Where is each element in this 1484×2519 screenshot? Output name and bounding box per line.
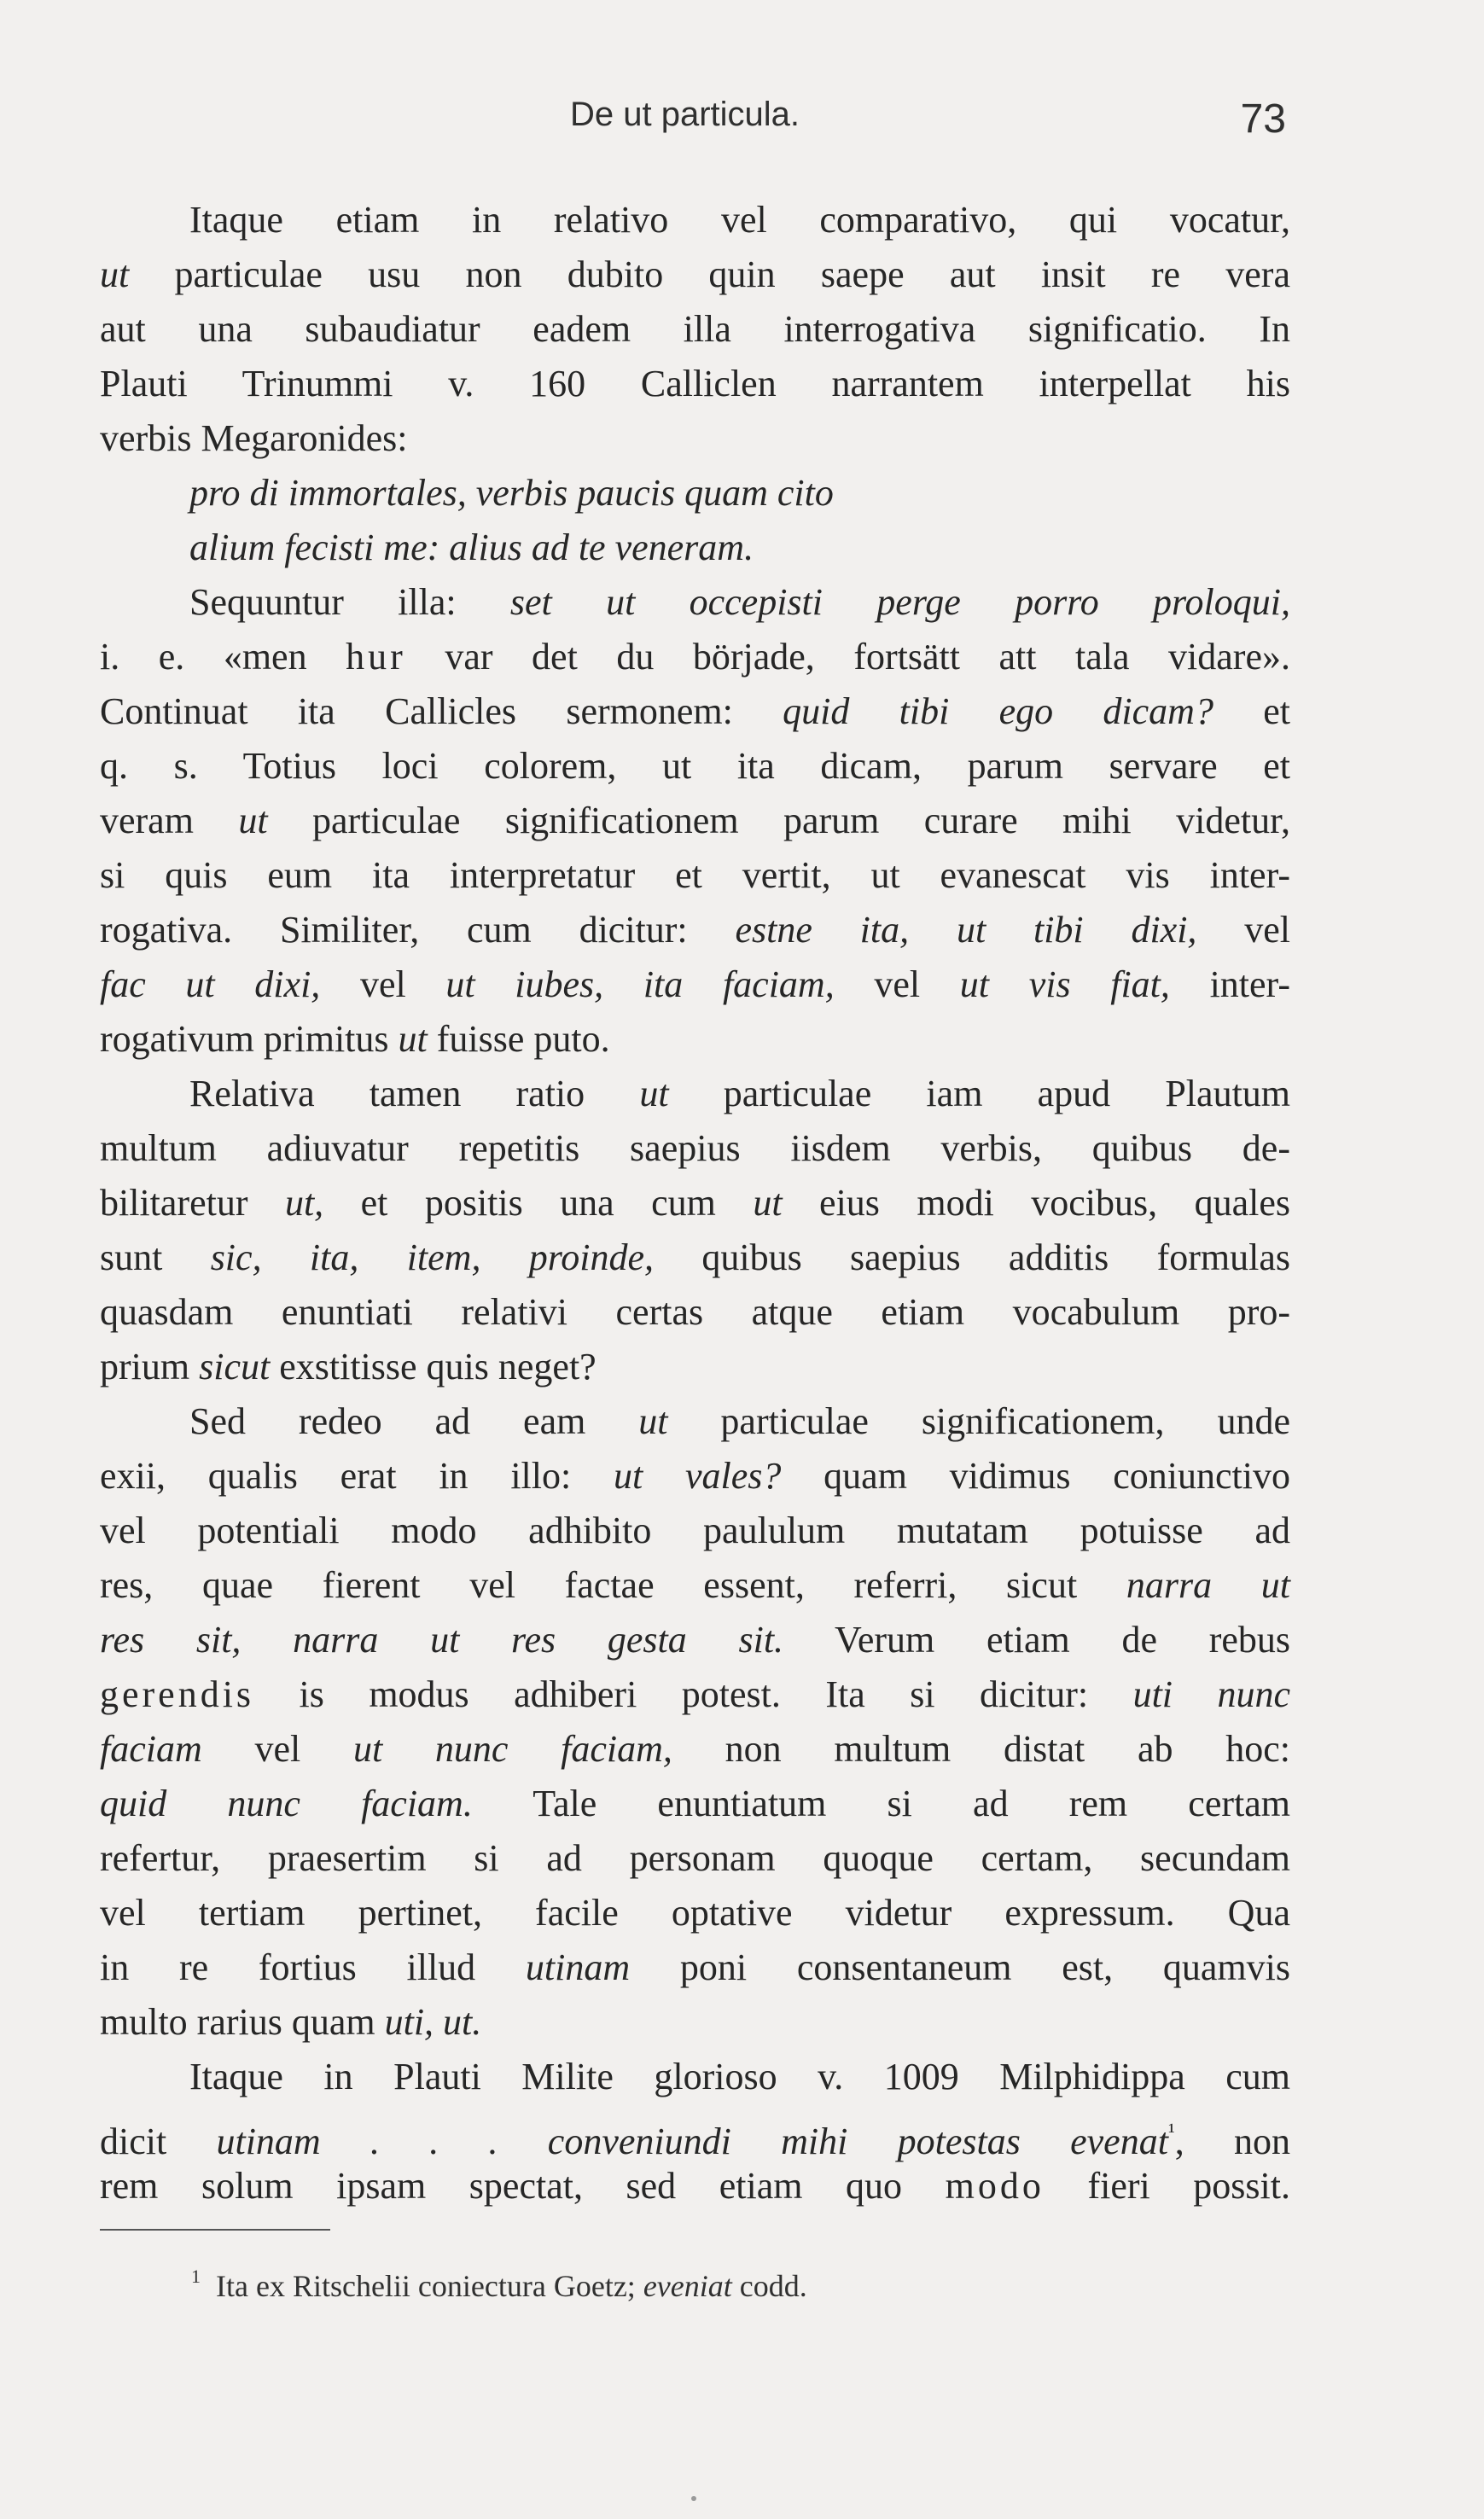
text-line xyxy=(100,247,1290,302)
text-line xyxy=(100,739,1290,794)
text-segment: fuisse puto. xyxy=(427,1018,610,1060)
text-segment: particulae iam apud Plautum xyxy=(668,1073,1291,1114)
text-line xyxy=(100,466,1290,521)
text-line xyxy=(100,411,1290,466)
text-segment: sicut xyxy=(199,1346,271,1387)
text-segment: in re fortius illud xyxy=(100,1946,526,1988)
text-line xyxy=(100,1777,1290,1831)
text-line xyxy=(100,1121,1290,1176)
text-segment: ut xyxy=(639,1073,669,1114)
text-segment: hur xyxy=(346,636,406,678)
text-segment: fieri possit. xyxy=(1044,2165,1290,2207)
text-line xyxy=(100,848,1290,903)
text-segment: res sit, narra ut res gesta sit. xyxy=(100,1619,784,1661)
text-segment: eius modi vocibus, quales xyxy=(782,1182,1290,1224)
text-line xyxy=(100,1613,1290,1667)
text-segment: vel potentiali modo adhibito paululum mutatam potuisse ad xyxy=(100,1510,1290,1551)
text-segment: refertur, praesertim si ad personam quoque certam, secundam xyxy=(100,1837,1290,1879)
footnote-marker: 1 xyxy=(191,2266,201,2287)
footnote-rule xyxy=(100,2229,330,2231)
text-segment: exii, qualis erat in illo: xyxy=(100,1455,614,1497)
text-segment: alium fecisti me: alius ad te veneram. xyxy=(189,526,754,568)
text-line xyxy=(100,2104,1291,2162)
text-segment: ut iubes, ita faciam, xyxy=(445,963,835,1005)
text-segment: Sed redeo ad eam xyxy=(189,1400,639,1442)
page-number: 73 xyxy=(1240,96,1286,142)
text-segment: ut vales? xyxy=(613,1455,782,1497)
text-segment: res, quae fierent vel factae essent, referri, sicut xyxy=(100,1564,1126,1606)
text-segment: fac ut dixi, xyxy=(100,963,321,1005)
text-line xyxy=(100,903,1290,957)
text-segment: veram xyxy=(100,800,239,841)
text-line xyxy=(100,302,1290,357)
text-segment: poni consentaneum est, quamvis xyxy=(630,1946,1290,1988)
text-segment: Verum etiam de rebus xyxy=(783,1619,1290,1661)
text-segment: quasdam enuntiati relativi certas atque etiam vocabulum pro- xyxy=(100,1291,1290,1333)
text-line xyxy=(100,1558,1290,1613)
text-line xyxy=(100,2050,1290,2104)
text-segment: Itaque etiam in relativo vel comparativo, qui vocatur, xyxy=(189,199,1290,241)
text-line xyxy=(100,1995,1290,2050)
text-segment: sunt xyxy=(100,1236,211,1278)
text-line xyxy=(100,1449,1290,1504)
text-segment: faciam xyxy=(100,1728,202,1770)
text-line xyxy=(100,1722,1290,1777)
text-segment: q. s. Totius loci colorem, ut ita dicam, parum servare et xyxy=(100,745,1290,787)
text-segment: utinam . . . conveniundi mihi potestas evenat xyxy=(216,2120,1168,2162)
text-segment: quid tibi ego dicam? xyxy=(783,690,1213,732)
text-segment: ut nunc faciam, xyxy=(352,1728,672,1770)
text-segment: rogativum primitus xyxy=(100,1018,399,1060)
text-segment: sic, ita, item, proinde, xyxy=(210,1236,655,1278)
text-segment: ut xyxy=(398,1018,428,1060)
text-segment: eveniat xyxy=(643,2269,732,2303)
text-segment: utinam xyxy=(525,1946,631,1988)
text-segment: Ita ex Ritschelii coniectura Goetz; xyxy=(216,2269,643,2303)
text-line xyxy=(100,2159,1290,2214)
text-segment: gerendis xyxy=(100,1673,255,1715)
text-segment: is modus adhiberi potest. Ita si dicitur: xyxy=(254,1673,1133,1715)
text-segment: pro di immortales, verbis paucis quam cito xyxy=(189,472,834,514)
text-line xyxy=(100,1886,1290,1940)
text-segment: ut vis fiat, xyxy=(959,963,1170,1005)
text-segment: bilitaretur xyxy=(100,1182,285,1224)
text-segment: quam vidimus coniunctivo xyxy=(781,1455,1290,1497)
text-segment: codd. xyxy=(731,2269,807,2303)
text-line xyxy=(100,1176,1290,1230)
text-line xyxy=(100,630,1290,684)
text-segment: non multum distat ab hoc: xyxy=(672,1728,1290,1770)
text-line xyxy=(100,575,1290,630)
text-segment: Sequuntur illa: xyxy=(189,581,510,623)
text-line xyxy=(100,957,1290,1012)
text-line xyxy=(100,1340,1290,1394)
text-segment: vel xyxy=(834,963,960,1005)
text-segment: i. e. «men xyxy=(100,636,346,678)
text-segment: multum adiuvatur repetitis saepius iisdem verbis, quibus de- xyxy=(100,1127,1290,1169)
text-segment: Plauti Trinummi v. 160 Calliclen narrantem interpellat his xyxy=(100,363,1290,404)
text-segment: inter- xyxy=(1169,963,1290,1005)
text-line xyxy=(100,1230,1290,1285)
text-segment: si quis eum ita interpretatur et vertit, ut evanescat vis inter- xyxy=(100,854,1290,896)
text-segment: ut xyxy=(638,1400,668,1442)
text-segment: ut xyxy=(100,253,130,295)
text-segment: et xyxy=(1213,690,1290,732)
text-segment: prium xyxy=(100,1346,200,1387)
footnote xyxy=(191,2253,807,2310)
text-line xyxy=(100,1067,1290,1121)
text-segment: rem solum ipsam spectat, sed etiam quo xyxy=(100,2165,946,2207)
running-head: De ut particula. xyxy=(570,96,800,133)
text-segment: Continuat ita Callicles sermonem: xyxy=(100,690,783,732)
text-line xyxy=(100,1667,1290,1722)
text-segment: et positis una cum xyxy=(323,1182,754,1224)
text-segment: vel xyxy=(201,1728,353,1770)
text-segment: ut xyxy=(753,1182,783,1224)
text-segment: particulae significationem parum curare mihi videtur, xyxy=(267,800,1290,841)
text-segment: multo rarius quam xyxy=(100,2001,385,2043)
text-segment: rogativa. Similiter, cum dicitur: xyxy=(100,909,736,951)
text-line xyxy=(100,1285,1290,1340)
text-segment: Tale enuntiatum si ad rem certam xyxy=(472,1783,1290,1824)
text-line xyxy=(100,1012,1290,1067)
body-text xyxy=(100,193,1290,2214)
text-line xyxy=(100,794,1290,848)
text-segment: , non xyxy=(1174,2120,1291,2162)
text-segment: particulae usu non dubito quin saepe aut insit re vera xyxy=(129,253,1290,295)
text-segment: quibus saepius additis formulas xyxy=(654,1236,1290,1278)
text-segment: vel tertiam pertinet, facile optative videtur expressum. Qua xyxy=(100,1892,1290,1934)
footnote-text xyxy=(216,2269,807,2303)
text-segment: particulae significationem, unde xyxy=(667,1400,1290,1442)
text-segment: ut, xyxy=(284,1182,324,1224)
text-segment: quid nunc faciam. xyxy=(100,1783,473,1824)
text-segment: dicit xyxy=(100,2120,217,2162)
text-segment: verbis Megaronides: xyxy=(100,417,408,459)
text-segment: var det du började, fortsätt att tala vidare». xyxy=(405,636,1290,678)
text-line xyxy=(100,193,1290,247)
text-segment: Itaque in Plauti Milite glorioso v. 1009 Milphidippa cum xyxy=(189,2056,1290,2097)
text-line xyxy=(100,521,1290,575)
paper-speck xyxy=(691,2496,696,2501)
text-segment: estne ita, ut tibi dixi, xyxy=(735,909,1197,951)
text-line xyxy=(100,1831,1290,1886)
text-line xyxy=(100,357,1290,411)
text-segment: vel xyxy=(320,963,446,1005)
footnote-ref: ¹ xyxy=(1167,2119,1175,2144)
text-segment: narra ut xyxy=(1126,1564,1290,1606)
text-line xyxy=(100,1394,1290,1449)
text-segment: set ut occepisti perge porro proloqui, xyxy=(509,581,1290,623)
text-segment: exstitisse quis neget? xyxy=(270,1346,597,1387)
text-segment: Relativa tamen ratio xyxy=(189,1073,640,1114)
text-segment: uti, ut. xyxy=(384,2001,482,2043)
text-line xyxy=(100,1504,1290,1558)
text-segment: modo xyxy=(945,2165,1045,2207)
text-segment: uti nunc xyxy=(1132,1673,1291,1715)
text-line xyxy=(100,684,1290,739)
text-segment: ut xyxy=(238,800,268,841)
text-line xyxy=(100,1940,1290,1995)
text-segment: aut una subaudiatur eadem illa interrogativa significatio. In xyxy=(100,308,1290,350)
text-segment: vel xyxy=(1196,909,1290,951)
